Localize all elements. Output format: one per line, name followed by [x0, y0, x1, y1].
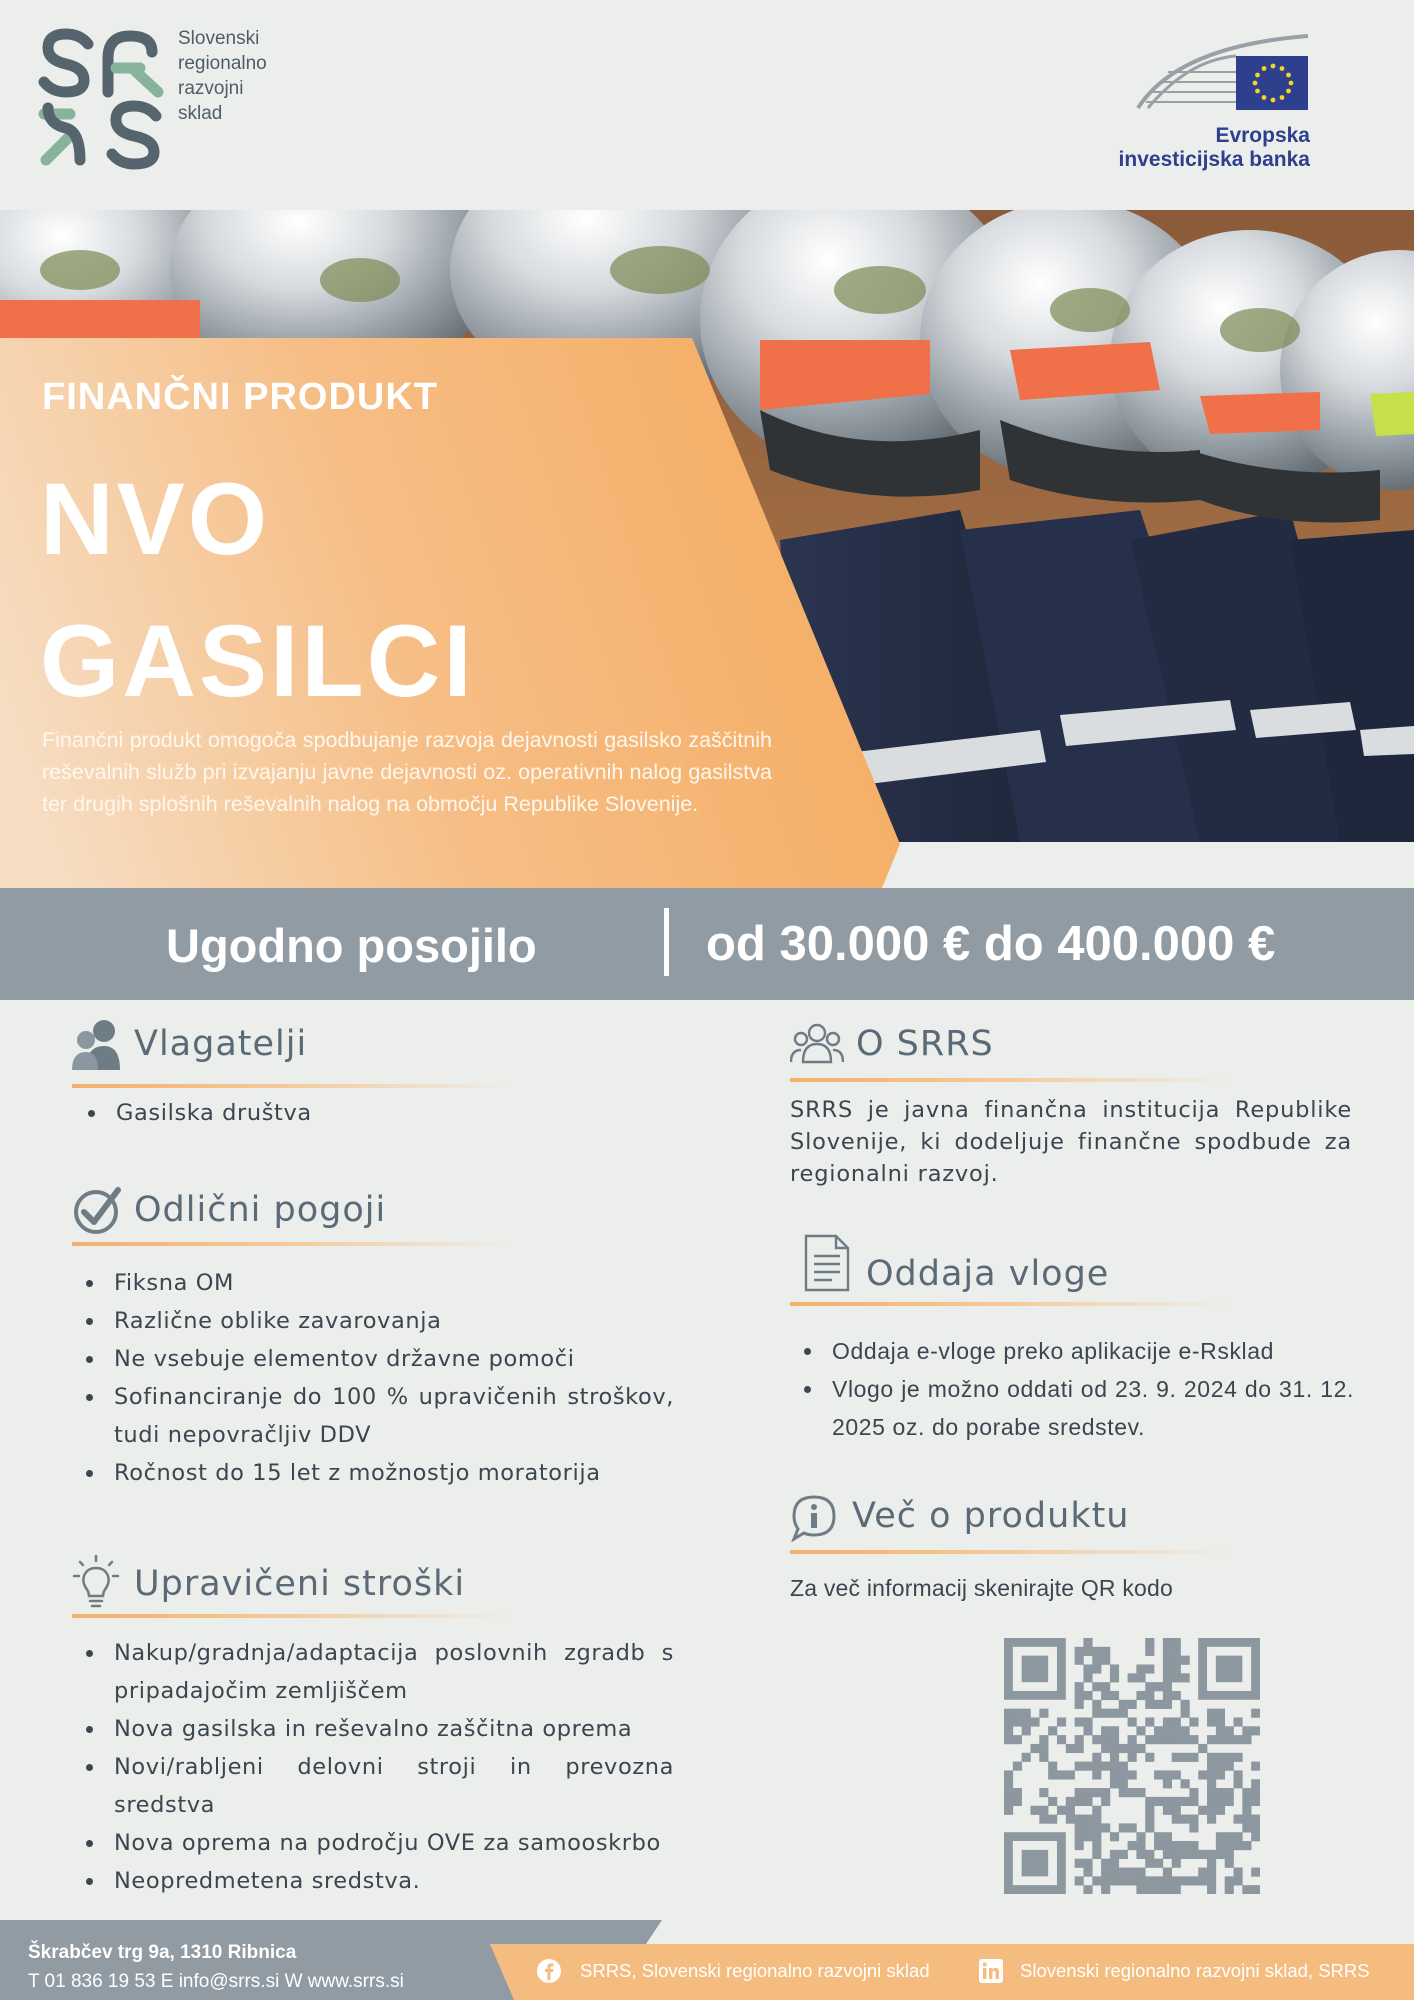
section-title-oddaja: Oddaja vloge: [866, 1254, 1110, 1294]
list-item: Novi/rabljeni delovni stroji in prevozna sredstva: [74, 1748, 674, 1824]
section-title-vec: Več o produktu: [852, 1496, 1130, 1536]
hero-title: NVO GASILCI: [40, 462, 475, 718]
hero-kicker: FINANČNI PRODUKT: [42, 376, 438, 418]
section-title-stroski: Upravičeni stroški: [134, 1564, 466, 1604]
o-srrs-text: SRRS je javna finančna institucija Republike Slovenije, ki dodeljuje finančne spodbude za regionalni razvoj.: [790, 1097, 1352, 1187]
facebook-icon[interactable]: [536, 1958, 562, 1984]
info-icon: [790, 1494, 838, 1542]
list-item: Fiksna OM: [74, 1264, 674, 1302]
lightbulb-icon: [72, 1554, 120, 1610]
list-item: Ročnost do 15 let z možnostjo moratorija: [74, 1454, 674, 1492]
offer-divider: [664, 908, 669, 976]
section-title-pogoji: Odlični pogoji: [134, 1190, 387, 1230]
footer-linkedin-link[interactable]: Slovenski regionalno razvojni sklad, SRRS: [1020, 1960, 1370, 1981]
qr-code-icon[interactable]: [1004, 1638, 1260, 1894]
hero-description: Finančni produkt omogoča spodbujanje razvoja dejavnosti gasilsko zaščitnih reševalnih služb pri izvajanju javne dejavnosti oz. operativnih nalog gasilstva ter drugih splošnih reševalnih nalog na območju Republike Slovenije.: [42, 728, 772, 816]
list-item: Neopredmetena sredstva.: [74, 1862, 674, 1900]
list-oddaja: [792, 1332, 1354, 1446]
eib-logo-text: Evropska investicijska banka: [1118, 124, 1310, 171]
list-stroski: [74, 1634, 674, 1900]
section-title-vlagatelji: Vlagatelji: [134, 1024, 308, 1064]
section-title-o-srrs: O SRRS: [856, 1024, 994, 1064]
list-item: Nova oprema na področju OVE za samooskrbo: [74, 1824, 674, 1862]
footer-facebook-link[interactable]: SRRS, Slovenski regionalno razvojni sklad: [580, 1960, 930, 1981]
srrs-logo: [36, 28, 166, 170]
section-rule: [72, 1614, 512, 1618]
list-item: Vlogo je možno oddati od 23. 9. 2024 do 31. 12. 2025 oz. do porabe sredstev.: [792, 1370, 1354, 1446]
users-icon: [72, 1018, 120, 1072]
list-item: Oddaja e-vloge preko aplikacije e-Rsklad: [792, 1332, 1354, 1370]
list-pogoji: [74, 1264, 674, 1492]
section-rule: [790, 1550, 1230, 1554]
list-item: Različne oblike zavarovanja: [74, 1302, 674, 1340]
list-item: Nova gasilska in reševalno zaščitna oprema: [74, 1710, 674, 1748]
checkmark-circle-icon: [72, 1184, 124, 1236]
group-icon: [790, 1022, 844, 1066]
linkedin-icon[interactable]: [978, 1958, 1004, 1984]
section-rule: [72, 1084, 512, 1088]
section-rule: [790, 1302, 1230, 1306]
offer-label: Ugodno posojilo: [166, 919, 537, 972]
vec-text: Za več informacij skenirajte QR kodo: [790, 1575, 1174, 1601]
list-item: Nakup/gradnja/adaptacija poslovnih zgradb s pripadajočim zemljiščem: [74, 1634, 674, 1710]
list-item: Ne vsebuje elementov državne pomoči: [74, 1340, 674, 1378]
section-rule: [790, 1078, 1230, 1082]
list-item: Gasilska društva: [76, 1094, 676, 1132]
list-item: Sofinanciranje do 100 % upravičenih stroškov, tudi nepovračljiv DDV: [74, 1378, 674, 1454]
offer-amount: od 30.000 € do 400.000 €: [706, 917, 1276, 971]
document-icon: [802, 1232, 852, 1294]
srrs-logo-text: Slovenski regionalno razvojni sklad: [178, 28, 267, 124]
list-vlagatelji: [76, 1094, 676, 1132]
section-rule: [72, 1242, 512, 1246]
footer-address: Škrabčev trg 9a, 1310 Ribnica T 01 836 19 53 E info@srrs.si W www.srrs.si: [28, 1942, 404, 1992]
